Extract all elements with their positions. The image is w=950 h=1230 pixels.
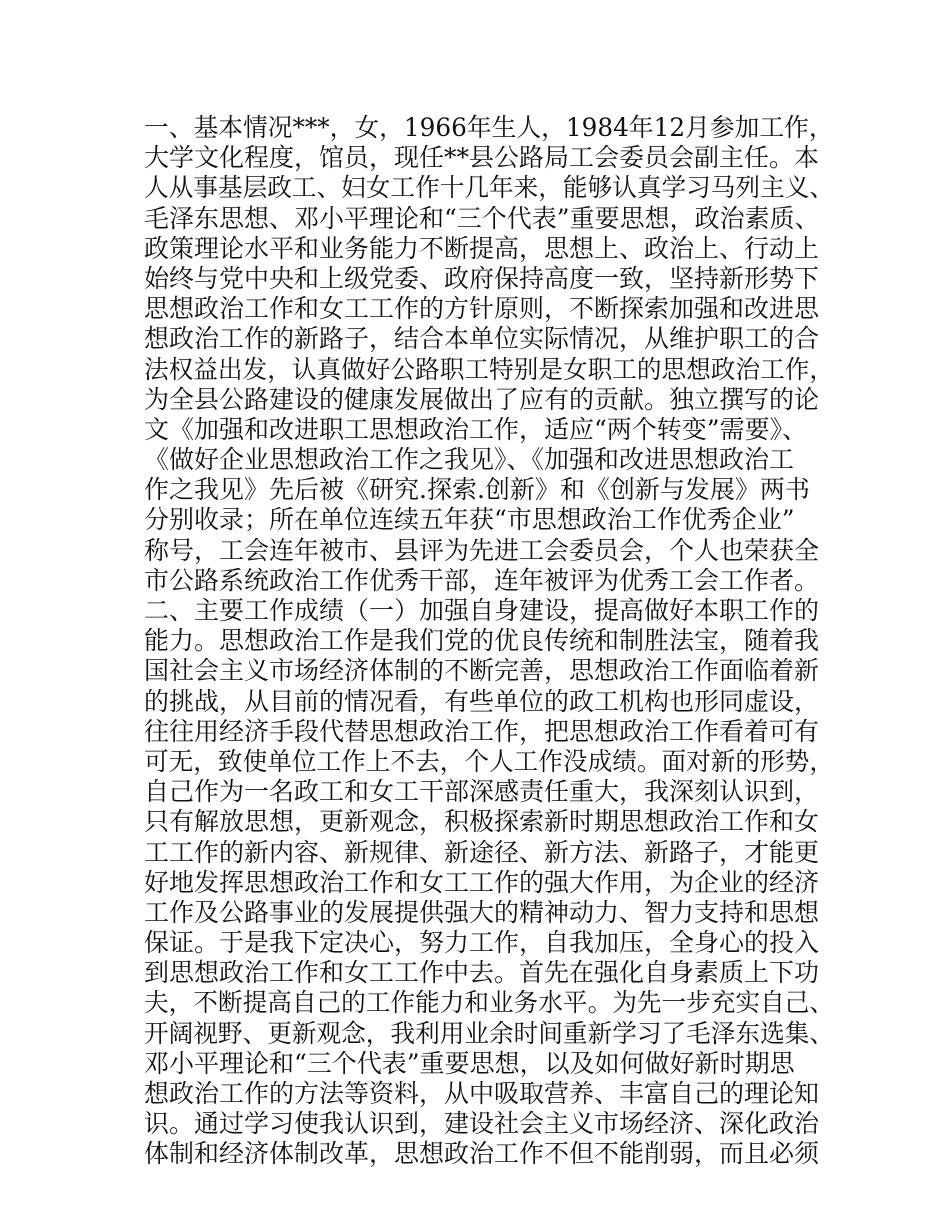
text-line: 人从事基层政工、妇女工作十几年来，能够认真学习马列主义、 bbox=[144, 173, 835, 203]
text-line: 可无，致使单位工作上不去，个人工作没成绩。面对新的形势， bbox=[144, 746, 835, 776]
text-line: 好地发挥思想政治工作和女工工作的强大作用，为企业的经济 bbox=[144, 867, 820, 897]
text-line: 作之我见》先后被《研究.探索.创新》和《创新与发展》两书 bbox=[144, 475, 810, 505]
text-line: 邓小平理论和“三个代表”重要思想，以及如何做好新时期思 bbox=[144, 1048, 795, 1078]
text-line: 国社会主义市场经济体制的不断完善，思想政治工作面临着新 bbox=[144, 656, 820, 686]
text-line: 法权益出发，认真做好公路职工特别是女职工的思想政治工作， bbox=[144, 354, 835, 384]
text-line: 夫，不断提高自己的工作能力和业务水平。为先一步充实自己、 bbox=[144, 988, 835, 1018]
text-line: 往往用经济手段代替思想政治工作，把思想政治工作看着可有 bbox=[144, 716, 820, 746]
text-line: 一、基本情况***，女，1966年生人，1984年12月参加工作， bbox=[144, 113, 834, 142]
text-line: 的挑战，从目前的情况看，有些单位的政工机构也形同虚设， bbox=[144, 686, 820, 716]
text-line: 文《加强和改进职工思想政治工作，适应“两个转变”需要》、 bbox=[144, 414, 808, 444]
text-line: 思想政治工作和女工工作的方针原则，不断探索加强和改进思 bbox=[144, 294, 820, 324]
text-line: 想政治工作的方法等资料，从中吸取营养、丰富自己的理论知 bbox=[144, 1079, 820, 1108]
text-line: 能力。思想政治工作是我们党的优良传统和制胜法宝，随着我 bbox=[144, 626, 820, 656]
text-line: 大学文化程度，馆员，现任**县公路局工会委员会副主任。本 bbox=[144, 143, 820, 173]
text-line: 只有解放思想，更新观念，积极探索新时期思想政治工作和女 bbox=[144, 807, 820, 837]
body-text bbox=[144, 113, 834, 1170]
text-line: 政策理论水平和业务能力不断提高，思想上、政治上、行动上 bbox=[144, 233, 820, 263]
text-line: 开阔视野、更新观念，我利用业余时间重新学习了毛泽东选集、 bbox=[144, 1018, 835, 1048]
text-line: 二、主要工作成绩（一）加强自身建设，提高做好本职工作的 bbox=[144, 596, 820, 625]
text-line: 为全县公路建设的健康发展做出了应有的贡献。独立撰写的论 bbox=[144, 384, 820, 414]
text-line: 保证。于是我下定决心，努力工作，自我加压，全身心的投入 bbox=[144, 928, 820, 958]
text-line: 识。通过学习使我认识到，建设社会主义市场经济、深化政治 bbox=[144, 1109, 820, 1139]
text-line: 分别收录；所在单位连续五年获“市思想政治工作优秀企业” bbox=[144, 505, 795, 535]
text-line: 想政治工作的新路子，结合本单位实际情况，从维护职工的合 bbox=[144, 324, 820, 354]
text-line: 市公路系统政治工作优秀干部，连年被评为优秀工会工作者。 bbox=[144, 565, 820, 595]
text-line: 工作及公路事业的发展提供强大的精神动力、智力支持和思想 bbox=[144, 897, 820, 927]
text-line: 到思想政治工作和女工工作中去。首先在强化自身素质上下功 bbox=[144, 958, 820, 988]
text-line: 称号，工会连年被市、县评为先进工会委员会，个人也荣获全 bbox=[144, 535, 820, 565]
text-line: 毛泽东思想、邓小平理论和“三个代表”重要思想，政治素质、 bbox=[144, 203, 820, 233]
text-line: 自己作为一名政工和女工干部深感责任重大，我深刻认识到， bbox=[144, 777, 820, 807]
text-line: 体制和经济体制改革，思想政治工作不但不能削弱，而且必须 bbox=[144, 1139, 820, 1169]
text-line: 工工作的新内容、新规律、新途径、新方法、新路子，才能更 bbox=[144, 837, 820, 867]
text-line: 《做好企业思想政治工作之我见》、《加强和改进思想政治工 bbox=[144, 445, 795, 475]
text-line: 始终与党中央和上级党委、政府保持高度一致，坚持新形势下 bbox=[144, 263, 820, 293]
